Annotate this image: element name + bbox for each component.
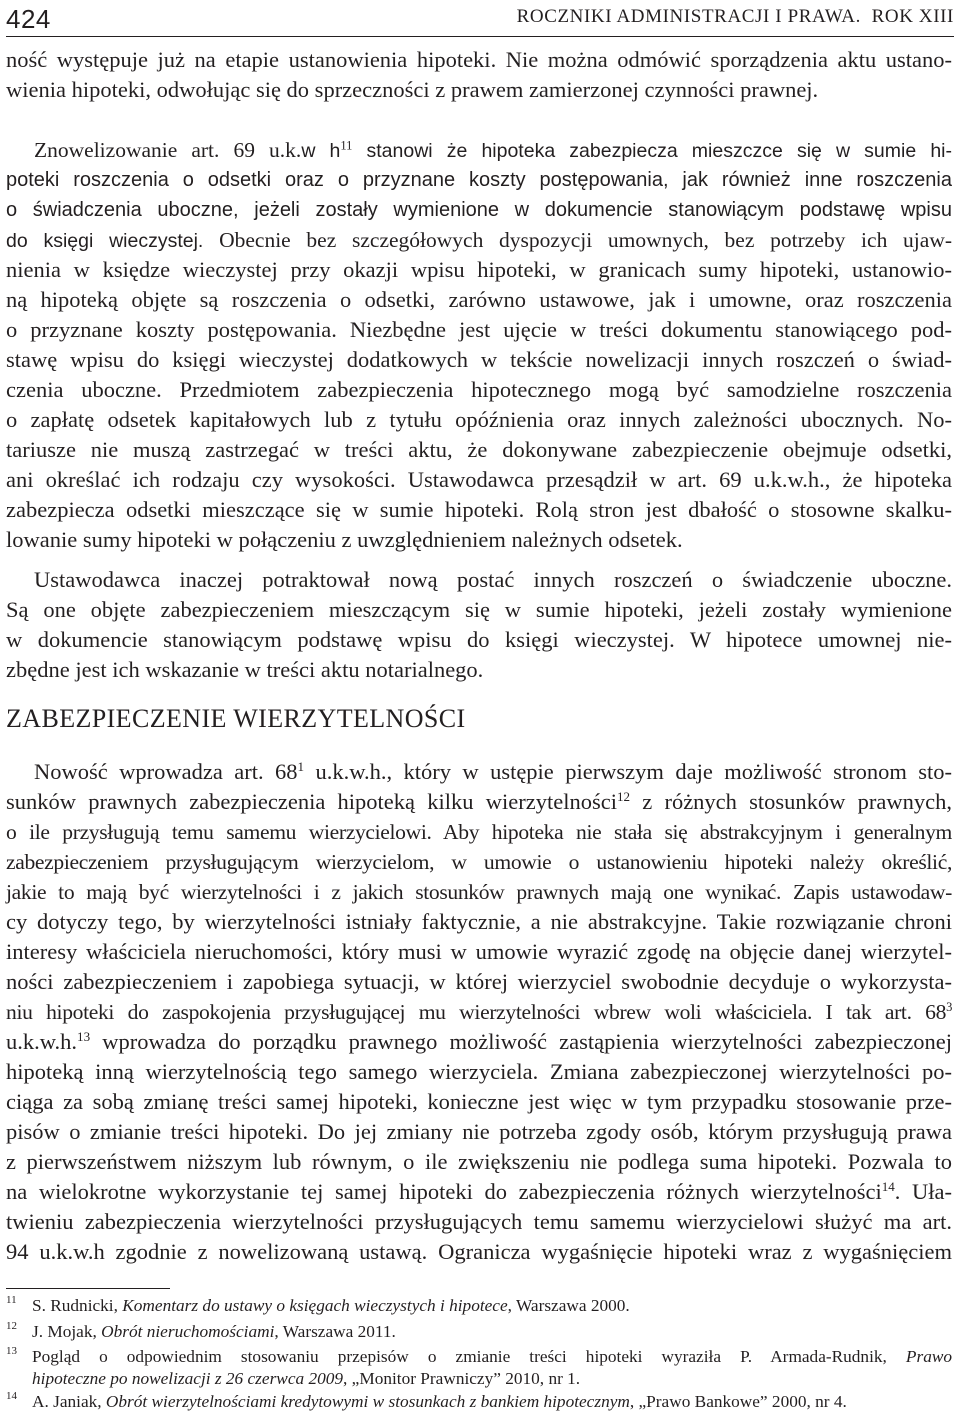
body-line: zabezpieczeniem przysługującym wierzycielom, w umowie o ustanowieniu hipoteki należy określić, — [6, 850, 952, 874]
footnote-text — [32, 1346, 952, 1368]
cited-title: hipoteczne po nowelizacji z 26 czerwca 2009 — [32, 1369, 344, 1388]
footnote-12 — [6, 1321, 952, 1343]
footnote-text — [32, 1391, 952, 1413]
section-heading: ZABEZPIECZENIE WIERZYTELNOŚCI — [6, 704, 466, 733]
body-line: hipoteką inną wierzytelnością tego samego wierzyciela. Zmiana zabezpieczonej wierzytelności po- — [6, 1059, 952, 1084]
text-run: u.k.w.h. — [6, 1029, 78, 1054]
body-line: pisów o zmianie treści hipoteki. Do jej zmiany nie potrzeba zgody osób, którym przysługują prawa — [6, 1119, 952, 1144]
body-line: ność występuje już na etapie ustanowienia hipoteki. Nie można odmówić sporządzenia aktu ustano- — [6, 47, 952, 72]
footnote-13-continuation — [6, 1368, 952, 1390]
footnote-number: 13 — [6, 1345, 17, 1357]
text-run: . Uła- — [894, 1179, 952, 1204]
text-run: Obecnie bez szczegółowych dyspozycji umownych, bez potrzeby ich ujaw- — [203, 228, 952, 252]
body-line: o zapłatę odsetek kapitałowych lub z tytułu opóźnienia oraz innych zależności ubocznych. No- — [6, 407, 952, 432]
footnote-text — [32, 1295, 952, 1317]
footnote-ref-11: 11 — [340, 138, 353, 153]
footnote-ref-13: 13 — [77, 1028, 91, 1044]
body-line: cy dotyczy tego, by wierzytelności istniały faktycznie, a nie abstrakcyjne. Takie rozwiązanie chroni — [6, 909, 952, 934]
cited-title: Obrót wierzytelnościami kredytowymi w stosunkach z bankiem hipotecznym — [105, 1392, 630, 1411]
body-line: ną hipoteką objęte są roszczenia o odsetki, zarówno ustawowe, jak i umowne, oraz roszczenia — [6, 287, 952, 312]
text-run: Znowelizowanie art. 69 u.k. — [34, 138, 302, 162]
footnote-text — [32, 1368, 952, 1390]
body-line — [6, 135, 952, 165]
text-run: sunków prawnych zabezpieczenia hipoteką kilku wierzytelności — [6, 789, 617, 814]
body-line: o ile przysługują temu samemu wierzycielowi. Aby hipoteka nie stała się abstrakcyjnym i generalnym — [6, 820, 952, 844]
body-line: zabezpiecza odsetki mieszczące się w sumie hipoteki. Rolą stron jest dbałość o stosowne skalku- — [6, 497, 952, 522]
body-line: ciąga za sobą zmianę treści samej hipoteki, konieczne jest więc w tym przypadku stosowanie prze- — [6, 1089, 952, 1114]
cited-title: Komentarz do ustawy o księgach wieczystych i hipotece — [122, 1296, 508, 1315]
text-run: Nowość wprowadza art. 68 — [34, 759, 298, 784]
text-run: wprowadza do porządku prawnego możliwość zastąpienia wierzytelności zabezpieczonej — [90, 1029, 952, 1054]
body-line: wienia hipoteki, odwołując się do sprzeczności z prawem zamierzonej czynności prawnej. — [6, 77, 819, 102]
body-line — [6, 757, 952, 787]
text-run: stanowi że hipoteka zabezpiecza mieszczce się w sumie hi- — [352, 140, 952, 162]
footnote-ref-12: 12 — [616, 788, 630, 804]
cited-title: Obrót nieruchomościami — [101, 1322, 275, 1341]
body-line: tariusze nie muszą zastrzegać w treści aktu, że dokonywane zabezpieczenie obejmuje odsetki, — [6, 437, 952, 462]
text-run: na wielokrotne wykorzystanie tej samej hipoteki do zabezpieczenia różnych wierzytelności — [6, 1179, 882, 1204]
footnote-13 — [6, 1346, 952, 1368]
article-superscript: 1 — [297, 758, 305, 774]
body-line: zbędne jest ich wskazanie w treści aktu notarialnego. — [6, 657, 484, 682]
cited-title: Prawo — [905, 1347, 952, 1366]
text-run: u.k.w.h., który w ustępie pierwszym daje możliwość stronom sto- — [304, 759, 952, 784]
text-run: , „Monitor Prawniczy” 2010, nr 1. — [343, 1369, 581, 1388]
text-run: w h — [301, 140, 341, 162]
body-line: ani określać ich rodzaju czy wysokości. Ustawodawca przesądził w art. 69 u.k.w.h., że hipoteka — [6, 467, 952, 492]
footnote-text — [32, 1321, 952, 1343]
body-line — [6, 225, 952, 255]
footnote-14 — [6, 1391, 952, 1413]
body-line: z pierwszeństwem niższym lub równym, o ile zwiększeniu nie podlega suma hipoteki. Pozwala to — [6, 1149, 952, 1174]
body-line: w dokumencie stanowiącym podstawę wpisu do księgi wieczystej. W hipotece umownej nie- — [6, 627, 952, 652]
text-run: , Warszawa 2000. — [507, 1296, 630, 1315]
text-run: do księgi wieczystej. — [6, 230, 204, 252]
body-line: Są one objęte zabezpieczeniem mieszczącym się w sumie hipoteki, jeżeli zostały wymienione — [6, 597, 952, 622]
body-line: o przyznane koszty postępowania. Niezbędne jest ujęcie w treści dokumentu stanowiącego pod- — [6, 317, 952, 342]
running-header — [6, 0, 954, 37]
body-line: interesy właściciela nieruchomości, który musi w umowie wyrazić zgodę na objęcie danej wierzytel- — [6, 939, 952, 964]
text-run: S. Rudnicki, — [32, 1296, 123, 1315]
body-line: o świadczenia uboczne, jeżeli zostały wymienione w dokumencie stanowiącym podstawę wpisu — [6, 199, 952, 221]
body-line: Ustawodawca inaczej potraktował nową postać innych roszczeń o świadczenie uboczne. — [34, 567, 952, 592]
footnote-separator — [6, 1288, 170, 1289]
body-line: 94 u.k.w.h zgodnie z nowelizowaną ustawą. Ogranicza wygaśnięcie hipoteki wraz z wygaśnięciem — [6, 1239, 952, 1264]
journal-running-head: ROCZNIKI ADMINISTRACJI I PRAWA. ROK XIII — [516, 6, 954, 27]
body-line — [6, 997, 952, 1027]
text-run: niu hipoteki do zaspokojenia przysługującej mu wierzytelności wbrew woli właściciela. I tak art. 68 — [6, 1000, 947, 1024]
footnote-ref-14: 14 — [881, 1178, 895, 1194]
body-line: nienia w księdze wieczystej przy okazji wpisu hipoteki, w granicach sumy hipoteki, ustanowio- — [6, 257, 952, 282]
text-run: , Warszawa 2011. — [274, 1322, 396, 1341]
body-line — [6, 1027, 952, 1057]
footnote-number: 11 — [6, 1294, 17, 1306]
footnote-11 — [6, 1295, 952, 1317]
text-run: A. Janiak, — [32, 1392, 106, 1411]
body-line: lowanie sumy hipoteki w połączeniu z uwzględnieniem należnych odsetek. — [6, 527, 683, 552]
body-line — [6, 787, 952, 817]
page-number: 424 — [6, 4, 51, 34]
body-line: twieniu zabezpieczenia wierzytelności przysługujących temu samemu wierzycielowi służyć ma art. — [6, 1209, 952, 1234]
article-superscript: 3 — [946, 1000, 952, 1015]
body-line: czenia uboczne. Przedmiotem zabezpieczenia hipotecznego mogą być samodzielne roszczenia — [6, 377, 952, 402]
body-line: poteki roszczenia o odsetki oraz o przyznane koszty postępowania, jak również inne roszczenia — [6, 169, 952, 191]
text-run: Pogląd o odpowiednim stosowaniu przepisów o zmianie treści hipoteki wyraziła P. Armada-Rudnik, — [32, 1347, 906, 1366]
footnote-number: 12 — [6, 1320, 17, 1332]
text-run: z różnych stosunków prawnych, — [630, 789, 952, 814]
body-line: stawę wpisu do księgi wieczystej dodatkowych w tekście nowelizacji innych roszczeń o świad- — [6, 347, 952, 372]
footnote-number: 14 — [6, 1390, 17, 1402]
body-line: jakie to mają być wierzytelności i z jakich stosunków prawnych mają one wynikać. Zapis ustawodaw- — [6, 880, 952, 904]
text-run: J. Mojak, — [32, 1322, 102, 1341]
text-run: , „Prawo Bankowe” 2000, nr 4. — [629, 1392, 847, 1411]
body-line: ności zabezpieczeniem i zapobiega sytuacji, w której wierzyciel swobodnie decyduje o wykorzysta- — [6, 969, 952, 994]
body-line — [6, 1177, 952, 1207]
